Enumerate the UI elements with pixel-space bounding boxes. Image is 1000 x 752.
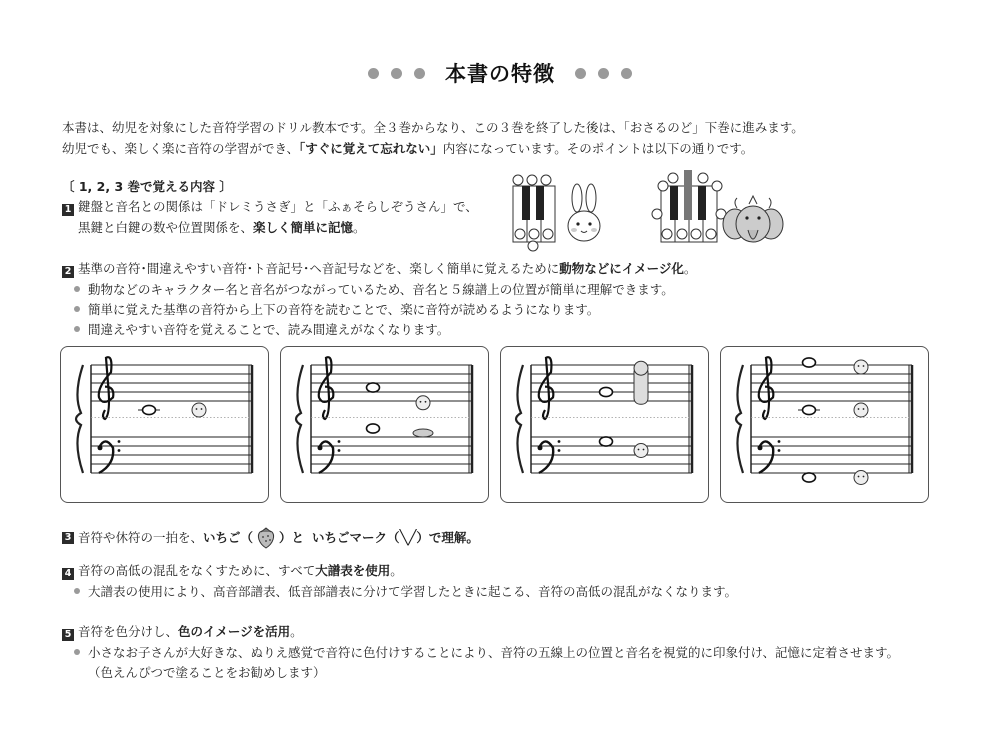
point-text: 。 [353,220,366,235]
animal-eye [863,408,865,410]
title-dot [414,68,425,79]
animal-character-icon [854,471,868,485]
treble-clef-icon [759,357,774,419]
animal-eye [858,408,860,410]
bass-clef-dot [338,449,341,452]
page-title: 本書の特徴 [445,62,555,86]
point-2-bullet [74,304,599,317]
intro-text: 幼児でも、楽しく楽に音符の学習ができ、 [62,141,300,156]
point-5-note: （色えんぴつで塗ることをお勧めします） [88,665,326,680]
point-text: 音符や休符の一拍を、 [78,529,204,545]
point-text: 。 [290,624,303,639]
whole-note [367,424,380,433]
whole-note [803,473,816,482]
point-3 [62,526,479,550]
bass-clef-dot [118,449,121,452]
point-5 [62,626,303,641]
staff-brace [736,365,743,473]
point-emphasis: 大譜表を使用 [315,563,391,578]
point-text: 基準の音符･間違えやすい音符･ト音記号･ヘ音記号などを、楽しく簡単に覚えるために [78,261,560,276]
point-emphasis: ）と [279,529,305,545]
animal-head [413,429,433,437]
animal-eye [863,365,865,367]
rabbit-icon [568,184,600,241]
intro-text: 内容になっています。そのポイントは以下の通りです。 [442,141,754,156]
bullet-text: 動物などのキャラクター名と音名がつながっているため、音名と５線譜上の位置が簡単に理解できます。 [88,282,674,297]
keyboard-right [652,170,726,242]
bullet-text: 大譜表の使用により、高音部譜表、低音部譜表に分けて学習したときに起こる、音符の高低の混乱がなくなります。 [88,584,738,599]
animal-character-icon [854,360,868,374]
point-text: 。 [683,261,697,276]
animal-head [854,403,868,417]
title-dot [368,68,379,79]
bass-clef-dot [558,440,561,443]
keyboard-illustration [505,168,785,254]
bass-clef-dot [558,449,561,452]
point-number-badge: 3 [62,532,74,544]
staff-brace [76,365,83,473]
bullet-dot [74,588,80,594]
bass-clef-dot [538,445,543,450]
bass-clef-dot [118,440,121,443]
animal-head [854,360,868,374]
bass-clef-dot [778,449,781,452]
bass-clef-dot [98,445,103,450]
title-row [0,58,1000,88]
point-1-line-1 [62,201,478,216]
animal-eye [858,476,860,478]
title-dot [575,68,586,79]
point-4 [62,565,403,580]
point-2-bullet [74,324,449,337]
intro-line-1: 本書は、幼児を対象にした音符学習のドリル教本です。全３巻からなり、この３巻を終了した後は、「おさるのど」下巻に進みます。 [62,120,804,135]
staff-panel-2 [280,346,489,503]
staff-panel-4 [720,346,929,503]
animal-head [192,403,206,417]
animal-eye [858,365,860,367]
bullet-dot [74,286,80,292]
staff-panel-3 [500,346,709,503]
bullet-dot [74,306,80,312]
title-dot [391,68,402,79]
animal-head [854,471,868,485]
animal-eye [638,449,640,451]
animal-head [416,396,430,410]
staff-brace [296,365,303,473]
bass-clef-dot [318,445,323,450]
point-text: 音符を色分けし、 [78,624,179,639]
bass-clef-dot [778,440,781,443]
point-2-heading [62,263,696,278]
animal-eye [863,476,865,478]
staff-panel-1 [60,346,269,503]
intro-line-2 [62,143,753,156]
point-text: 音符の高低の混乱をなくすために、すべて [78,563,316,578]
animal-eye [425,401,427,403]
keyboard-left [513,175,555,251]
point-number-badge: 5 [62,629,74,641]
point-emphasis: 色のイメージを活用 [178,624,291,639]
whole-note [600,437,613,446]
elephant-icon [723,196,783,242]
animal-character-icon [413,429,433,437]
treble-clef-icon [319,357,334,419]
animal-head [634,361,648,375]
animal-eye [201,408,203,410]
bullet-text: 簡単に覚えた基準の音符から上下の音符を読むことで、楽に音符が読めるようになります。 [88,302,600,317]
title-dot [598,68,609,79]
animal-eye [420,401,422,403]
point-number-badge: 1 [62,204,74,216]
animal-character-icon [634,444,648,458]
animal-head [634,444,648,458]
whole-note [600,387,613,396]
point-text: 。 [390,563,403,578]
bass-clef-dot [338,440,341,443]
whole-note [143,405,156,414]
point-emphasis: いちごマーク（ [312,529,400,545]
point-text: 鍵盤と音名との関係は「ドレミうさぎ」と「ふぁそらしぞうさん」で、 [78,199,478,214]
point-emphasis: いちご（ [203,529,254,545]
point-emphasis: 動物などにイメージ化 [559,261,684,276]
point-number-badge: 4 [62,568,74,580]
whole-note [367,383,380,392]
strawberry-mark: ╲╱ [399,530,417,546]
point-5-bullet [74,647,899,660]
point-text: 黒鍵と白鍵の数や位置関係を、 [78,220,254,235]
animal-character-icon [192,403,206,417]
treble-clef-icon [539,357,554,419]
staff-brace [516,365,523,473]
title-dot [621,68,632,79]
treble-clef-icon [99,357,114,419]
bullet-text: 小さなお子さんが大好きな、ぬりえ感覚で音符に色付けすることにより、音符の五線上の位置と音名を視覚的に印象付け、記憶に定着させます。 [88,645,900,660]
point-4-bullet [74,586,737,599]
point-number-badge: 2 [62,266,74,278]
animal-character-icon [416,396,430,410]
point-emphasis: 楽しく簡単に記憶 [253,220,354,235]
bass-clef-dot [758,445,763,450]
point-1-line-2 [78,222,366,235]
whole-note [803,405,816,414]
animal-eye [196,408,198,410]
section-heading: 〔 1, 2, 3 巻で覚える内容 〕 [62,179,232,194]
whole-note [803,358,816,367]
point-emphasis: ）で理解。 [416,529,479,545]
point-2-bullet [74,284,674,297]
animal-character-icon [634,361,648,404]
bullet-text: 間違えやすい音符を覚えることで、読み間違えがなくなります。 [88,322,450,337]
intro-emphasis: 「すぐに覚えて忘れない」 [299,141,443,156]
animal-eye [643,449,645,451]
bullet-dot [74,326,80,332]
bullet-dot [74,649,80,655]
strawberry-icon [255,526,277,550]
animal-character-icon [854,403,868,417]
